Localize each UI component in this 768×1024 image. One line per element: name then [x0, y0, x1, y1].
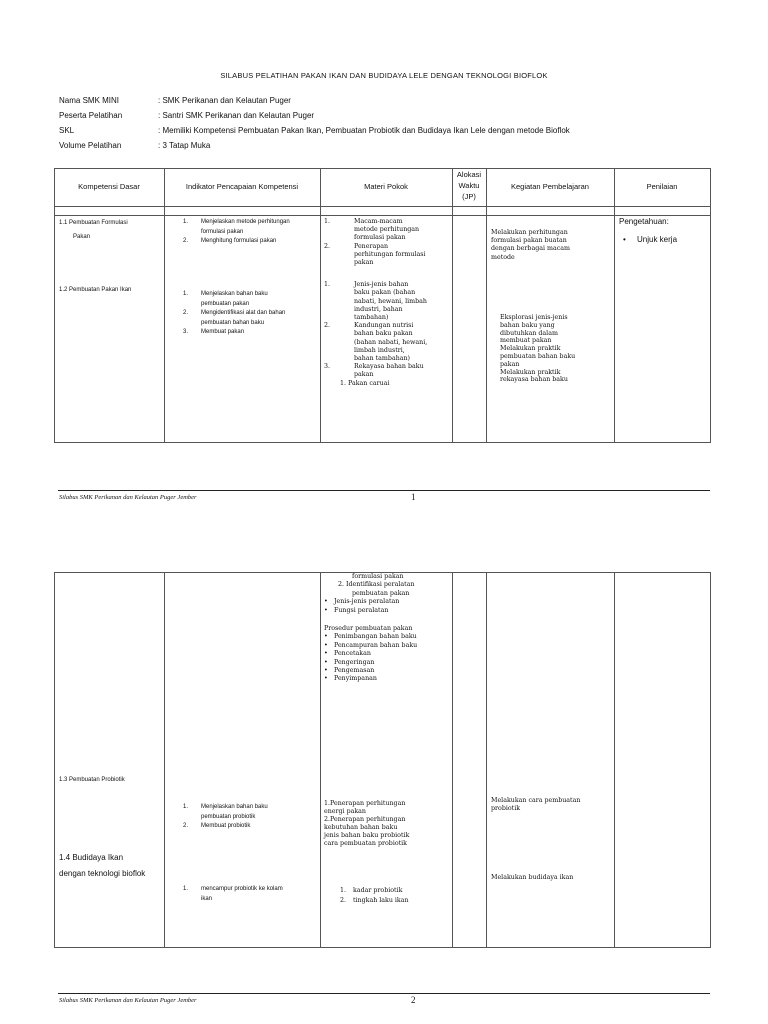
list-item: 3. Rekayasa bahan baku	[324, 363, 424, 371]
list-item: metode perhitungan	[354, 226, 420, 234]
header-kegiatan: Kegiatan Pembelajaran	[511, 182, 589, 191]
list-item: • Penimbangan bahan baku	[324, 633, 417, 641]
meta-key-skl: SKL	[59, 126, 75, 135]
list-item: pembuatan pakan	[201, 300, 250, 307]
indikator-list-2	[183, 290, 319, 338]
header-kompetensi-dasar: Kompetensi Dasar	[78, 182, 140, 191]
kd-1-3: 1.3 Pembuatan Probiotik	[59, 777, 125, 783]
list-item: 1. kadar probiotik	[340, 887, 403, 894]
prosedur-heading: Prosedur pembuatan pakan	[324, 625, 413, 633]
page-number: 1	[411, 492, 416, 502]
list-item: nabati, hewani, limbah	[354, 297, 427, 305]
materi-pokok-cont: formulasi pakan 2. Identifikasi peralatan pembuatan pakan • Jenis-jenis peralatan • Fungsi peralatan Prosedur pembuatan pakan • Penimbangan bahan baku • Pencampuran bahan baku • Pencetakan • Pengeringan • Pengemasan • Penyimpanan	[324, 573, 452, 684]
list-item: 1. Menjelaskan bahan baku	[183, 291, 268, 297]
bullet-icon: •	[623, 235, 626, 244]
list-item: baku pakan (bahan	[354, 289, 416, 297]
list-item: 2. Membuat probiotik	[183, 823, 251, 829]
kd-1-1: 1.1 Pembuatan Formulasi Pakan	[59, 220, 128, 240]
list-item: 1. Macam-macam	[324, 218, 403, 225]
list-item: bahan tambahan)	[354, 355, 411, 363]
materi-pokok-list-1	[324, 218, 452, 388]
list-item: • Pengeringan	[324, 658, 375, 666]
list-item: 1. Menjelaskan metode perhitungan	[183, 219, 290, 225]
list-item: 2. Penerapan	[324, 242, 389, 250]
list-item: tambahan)	[354, 314, 389, 322]
list-item: formulasi pakan	[201, 228, 244, 235]
kegiatan-block-4: Melakukan budidaya ikan	[491, 874, 574, 881]
list-item: 1. Pakan caruai	[340, 379, 390, 387]
list-item: pakan	[354, 371, 374, 379]
materi-pokok-3: 1.Penerapan perhitungan energi pakan 2.Penerapan perhitungan kebutuhan bahan baku jenis bahan baku probiotik cara pembuatan probiotik	[324, 800, 410, 847]
list-item: 2. Menghitung formulasi pakan	[183, 238, 277, 244]
list-item: (bahan nabati, hewani,	[354, 338, 428, 346]
header-materi-pokok: Materi Pokok	[364, 182, 408, 191]
list-item: • Pencetakan	[324, 650, 371, 658]
list-item: • Pencampuran bahan baku	[324, 641, 418, 649]
list-item: 3. Membuat pakan	[183, 329, 245, 335]
list-item: ikan	[201, 896, 213, 902]
indikator-list-3	[183, 803, 319, 832]
indikator-list-4	[183, 884, 319, 904]
penilaian-label: Pengetahuan:	[619, 217, 669, 226]
footer-text: Silabus SMK Perikanan dan Kelautan Puger Jember	[59, 494, 197, 501]
list-item: • Pengemasan	[324, 667, 375, 675]
list-item: pakan	[354, 259, 374, 267]
materi-pokok-4	[340, 886, 452, 905]
list-item: • Jenis-jenis peralatan	[324, 598, 400, 606]
kd-1-2: 1.2 Pembuatan Pakan Ikan	[59, 287, 132, 293]
header-penilaian: Penilaian	[646, 182, 678, 191]
list-item: pembuatan probiotik	[201, 813, 256, 820]
list-item: 2. Kandungan nutrisi	[324, 322, 414, 330]
list-item: 2. tingkah laku ikan	[340, 896, 409, 904]
meta-value-participants: : Santri SMK Perikanan dan Kelautan Puger	[158, 111, 315, 120]
indikator-list-1	[183, 218, 319, 247]
meta-key-participants: Peserta Pelatihan	[59, 111, 123, 120]
list-item: industri, bahan	[354, 305, 403, 313]
list-item: 1. Jenis-jenis bahan	[324, 281, 409, 289]
meta-value-school: : SMK Perikanan dan Kelautan Puger	[158, 96, 291, 105]
meta-block	[59, 96, 719, 156]
kegiatan-block-3: Melakukan cara pembuatan probiotik	[491, 797, 581, 813]
page-number: 2	[411, 995, 416, 1005]
list-item: perhitungan formulasi	[354, 250, 426, 258]
meta-value-skl: : Memiliki Kompetensi Pembuatan Pakan Ikan, Pembuatan Probiotik dan Budidaya Ikan Lele dengan metode Bioflok	[158, 126, 570, 135]
list-item: bahan baku pakan	[354, 330, 413, 338]
header-alokasi-waktu: Alokasi Waktu (JP)	[456, 170, 482, 201]
list-item: pembuatan bahan baku	[201, 319, 265, 326]
meta-value-volume: : 3 Tatap Muka	[158, 141, 211, 150]
header-indikator: Indikator Pencapaian Kompetensi	[185, 182, 299, 191]
kegiatan-block-1: Melakukan perhitungan formulasi pakan buatan dengan berbagai macam metode	[491, 229, 570, 261]
kegiatan-block-2: Eksplorasi jenis-jenis bahan baku yang dibutuhkan dalam membuat pakan Melakukan praktik pembuatan bahan baku pakan Melakukan praktik rekayasa bahan baku	[500, 314, 576, 384]
list-item: 2. Mengidentifikasi alat dan bahan	[183, 310, 286, 316]
list-item: • Penyimpanan	[324, 675, 377, 683]
list-item: • Fungsi peralatan	[324, 606, 389, 614]
meta-key-volume: Volume Pelatihan	[59, 141, 122, 150]
kd-1-4: 1.4 Budidaya Ikan dengan teknologi bioflok	[59, 853, 146, 878]
list-item: formulasi pakan	[354, 234, 406, 242]
penilaian-item: • Unjuk kerja	[623, 235, 678, 244]
list-item: 1. Menjelaskan bahan baku	[183, 804, 268, 810]
list-item: 1. mencampur probiotik ke kolam	[183, 886, 283, 892]
footer-text: Silabus SMK Perikanan dan Kelautan Puger Jember	[59, 997, 197, 1004]
document-title: SILABUS PELATIHAN PAKAN IKAN DAN BUDIDAYA LELE DENGAN TEKNOLOGI BIOFLOK	[220, 71, 548, 80]
meta-key-school: Nama SMK MINI	[59, 96, 120, 105]
list-item: limbah industri,	[354, 346, 405, 354]
